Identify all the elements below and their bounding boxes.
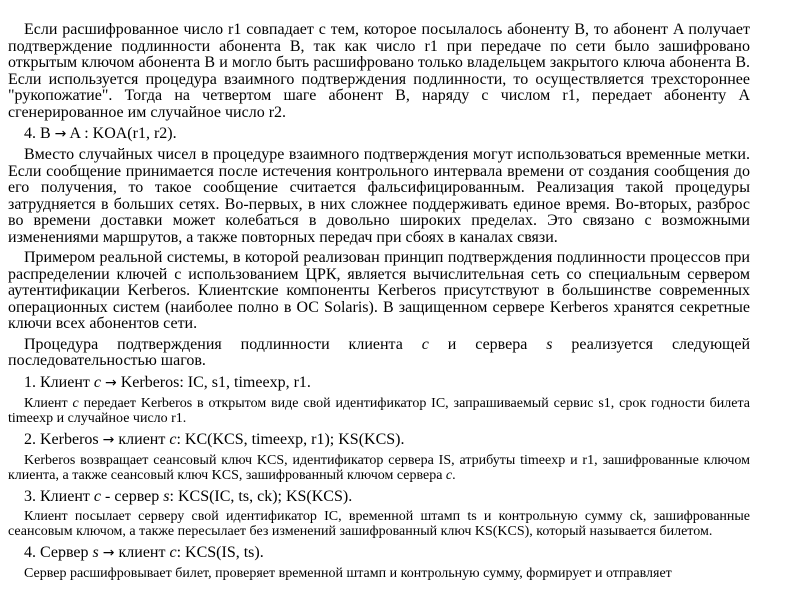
paragraph-auth-result: Если расшифрованное число r1 совпадает с тем, которое посылалось абоненту B, то абонент A получает подтверждение подлинности абонента B, так как число r1 при передаче по сети было зашифровано открытым ключом абонента B и могло быть расшифровано только владельцем закрытого ключа абонента B. Если используется процедура взаимного подтверждения подлинности, то осуществляется трехстороннее "рукопожатие". Тогда на четвертом шаге абонент B, наряду с числом r1, передает абоненту A сгенерированное им случайное число r2. (8, 21, 750, 121)
protocol-step-4-koa: 4. B → A : KOA(r1, r2). (24, 125, 177, 142)
kerberos-step-4: 4. Сервер s → клиент c: KCS(IS, ts). (24, 543, 264, 561)
kerberos-step-3: 3. Клиент c - сервер s: KCS(IC, ts, ck); KS(KCS). (24, 487, 353, 505)
kerberos-step-1-note: Клиент c передает Kerberos в открытом виде свой идентификатор IC, запрашиваемый сервис s1, срок годности билета timeexp и случайное число r1. (8, 395, 751, 426)
kerberos-step-1: 1. Клиент c → Kerberos: IC, s1, timeexp, r1. (24, 373, 311, 391)
right-arrow-icon: → (102, 431, 115, 448)
kerberos-step-2-note: Kerberos возвращает сеансовый ключ KCS, идентификатор сервера IS, атрибуты timeexp и r1, зашифрованные ключом клиента, а также сеансовый ключ KCS, зашифрованный ключом сервера c. (8, 452, 750, 483)
right-arrow-icon: → (104, 374, 117, 391)
right-arrow-icon: → (54, 126, 67, 142)
paragraph-steps-intro: Процедура подтверждения подлинности клиента c и сервера s реализуется следующей последовательностью шагов. (8, 335, 751, 369)
right-arrow-icon: → (102, 544, 115, 561)
kerberos-step-4-note-cut: Сервер расшифровывает билет, проверяет временной штамп и контрольную сумму, формирует и отправляет (24, 565, 672, 580)
paragraph-timestamps: Вместо случайных чисел в процедуре взаимного подтверждения могут использоваться временные метки. Если сообщение принимается после истечения контрольного интервала времени от создания сообщения до его получения, то такое сообщение считается фальсифицированным. Реализация такой процедуры затрудняется в больших сетях. Во-первых, в них сложнее поддерживать единое время. Во-вторых, разброс во времени доставки может колебаться в довольно широких пределах. Это связано с возможными изменениями маршрутов, а также повторных передач при сбоях в каналах связи. (8, 146, 750, 246)
kerberos-step-3-note: Клиент посылает серверу свой идентификатор IC, временной штамп ts и контрольную сумму ck, зашифрованные сеансовым ключом, а также пересылает без изменений зашифрованный ключ KS(KCS), который называется билетом. (8, 508, 750, 539)
paragraph-kerberos-intro: Примером реальной системы, в которой реализован принцип подтверждения подлинности процессов при распределении ключей с использованием ЦРК, является вычислительная сеть со специальным сервером аутентификации Kerberos. Клиентские компоненты Kerberos присутствуют в большинстве современных операционных систем (наиболее полно в ОС Solaris). В защищенном сервере Kerberos хранятся секретные ключи всех абонентов сети. (8, 249, 750, 332)
kerberos-step-2: 2. Kerberos → клиент c: KC(KCS, timeexp, r1); KS(KCS). (24, 430, 405, 448)
